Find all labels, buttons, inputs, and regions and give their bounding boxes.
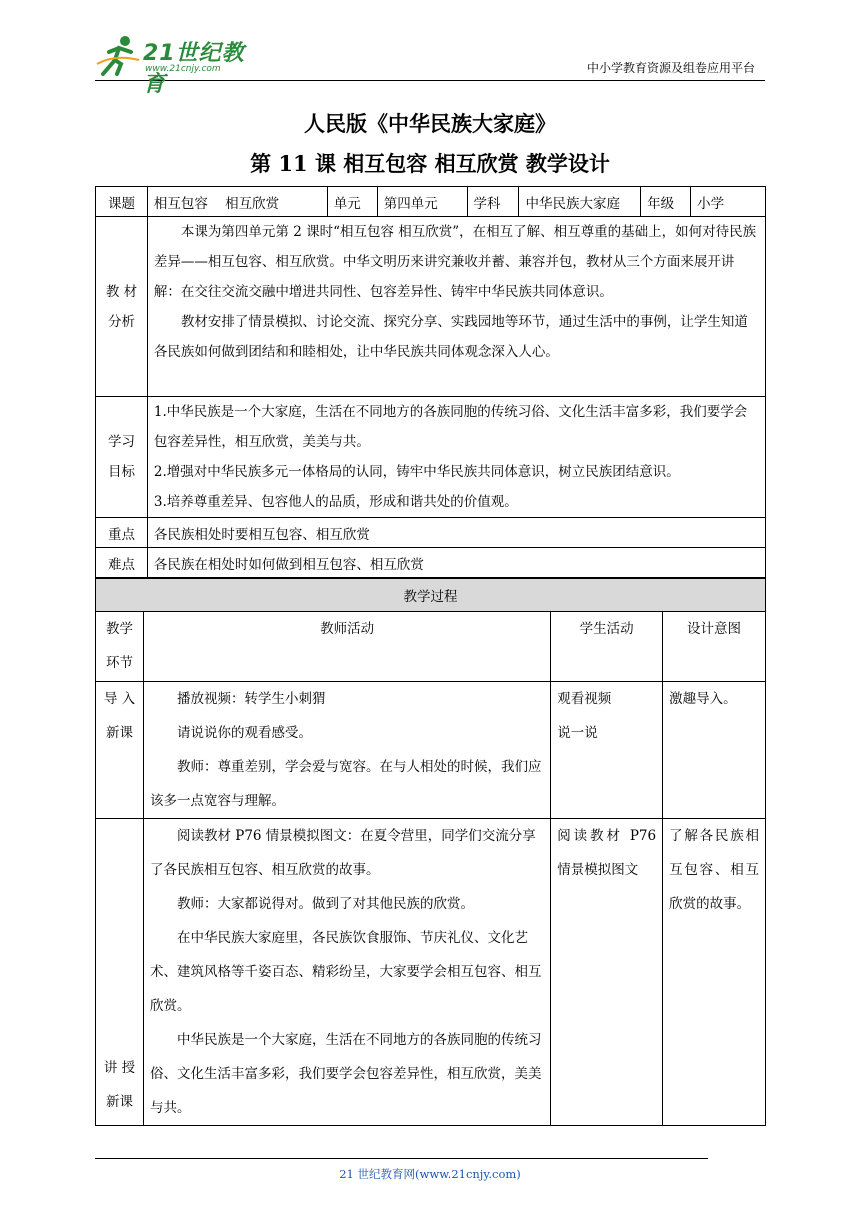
logo-text: 21世纪教育 [143, 41, 245, 97]
intro-stage: 导 入 新课 [96, 682, 144, 819]
subject-value: 中华民族大家庭 [519, 187, 641, 217]
page-header [95, 30, 765, 97]
key-point-row [96, 518, 766, 548]
goal-item: 1.中华民族是一个大家庭，生活在不同地方的各族同胞的传统习俗、文化生活丰富多彩，我们要学会包容差异性，相互欣赏，美美与共。 [153, 404, 748, 450]
topic-value: 相互包容 相互欣赏 [147, 187, 327, 217]
lesson-info-table [95, 186, 766, 578]
intro-student-activity: 观看视频 说一说 [551, 682, 663, 819]
unit-value: 第四单元 [377, 187, 467, 217]
unit-label: 单元 [327, 187, 377, 217]
grade-value: 小学 [691, 187, 766, 217]
teacher-header: 教师活动 [143, 612, 550, 682]
topic-label: 课题 [96, 187, 148, 217]
material-row [96, 217, 766, 397]
teacher-line: 教师：尊重差别，学会爱与宽容。在与人相处的时候，我们应该多一点宽容与理解。 [149, 759, 542, 809]
difficulty-row [96, 548, 766, 578]
teacher-line: 播放视频：转学生小刺猬 [176, 691, 326, 707]
goal-item: 2.增强对中华民族多元一体格局的认同，铸牢中华民族共同体意识，树立民族团结意识。 [153, 464, 680, 480]
teacher-line: 中华民族是一个大家庭，生活在不同地方的各族同胞的传统习俗、文化生活丰富多彩，我们要学会包容差异性，相互欣赏，美美与共。 [149, 1032, 542, 1116]
process-title-row [96, 579, 766, 612]
material-para-2: 教材安排了情景模拟、讨论交流、探究分享、实践园地等环节，通过生活中的事例，让学生知道各民族如何做到团结和和睦相处，让中华民族共同体观念深入人心。 [153, 314, 748, 360]
goal-item: 3.培养尊重差异、包容他人的品质，形成和谐共处的价值观。 [153, 494, 518, 510]
intro-row [96, 682, 766, 819]
teaching-design-intent: 了解各民族相互包容、相互欣赏的故事。 [663, 819, 766, 1126]
footer-text[interactable]: 21 世纪教育网(www.21cnjy.com) [339, 1167, 521, 1181]
material-para-1: 本课为第四单元第 2 课时“相互包容 相互欣赏”，在相互了解、相互尊重的基础上，如何对待民族差异——相互包容、相互欣赏。中华文明历来讲究兼收并蓄、兼容并包，教材从三个方面来展开讲解：在交往交流交融中增进共同性、包容差异性、铸牢中华民族共同体意识。 [153, 224, 757, 300]
teacher-line: 在中华民族大家庭里，各民族饮食服饰、节庆礼仪、文化艺术、建筑风格等千姿百态、精彩纷呈，大家要学会相互包容、相互欣赏。 [149, 930, 542, 1014]
footer-divider [95, 1158, 708, 1159]
teaching-process-table [95, 578, 766, 1126]
teacher-line: 阅读教材 P76 情景模拟图文：在夏令营里，同学们交流分享了各民族相互包容、相互欣赏的故事。 [149, 828, 536, 878]
process-title: 教学过程 [96, 579, 766, 612]
process-header-row [96, 612, 766, 682]
student-header: 学生活动 [551, 612, 663, 682]
key-point-value: 各民族相处时要相互包容、相互欣赏 [147, 518, 765, 548]
topic-row [96, 187, 766, 217]
platform-name: 中小学教育资源及组卷应用平台 [586, 61, 755, 75]
teacher-line: 教师：大家都说得对。做到了对其他民族的欣赏。 [176, 896, 474, 912]
stage-header: 教学 环节 [96, 612, 144, 682]
goals-row [96, 397, 766, 518]
intro-design-intent: 激趣导入。 [663, 682, 766, 819]
subject-label: 学科 [467, 187, 519, 217]
teaching-row [96, 819, 766, 1126]
material-label: 教 材 分析 [96, 217, 148, 397]
intent-header: 设计意图 [663, 612, 766, 682]
teacher-line: 请说说你的观看感受。 [176, 725, 312, 741]
goals-label: 学习 目标 [96, 397, 148, 518]
difficulty-label: 难点 [96, 548, 148, 578]
teaching-teacher-activity [143, 819, 550, 1126]
goals-content [147, 397, 765, 518]
grade-label: 年级 [641, 187, 691, 217]
teaching-stage: 讲 授 新课 [96, 819, 144, 1126]
key-point-label: 重点 [96, 518, 148, 548]
doc-title: 人民版《中华民族大家庭》 [304, 111, 556, 136]
doc-subtitle: 第 11 课 相互包容 相互欣赏 教学设计 [250, 151, 610, 176]
runner-logo-icon [95, 34, 141, 78]
logo-url: www.21cnjy.com [145, 64, 221, 74]
teaching-student-activity: 阅读教材 P76 情景模拟图文 [551, 819, 663, 1126]
difficulty-value: 各民族在相处时如何做到相互包容、相互欣赏 [147, 548, 765, 578]
logo[interactable] [95, 34, 265, 97]
material-content [147, 217, 765, 397]
intro-teacher-activity [143, 682, 550, 819]
